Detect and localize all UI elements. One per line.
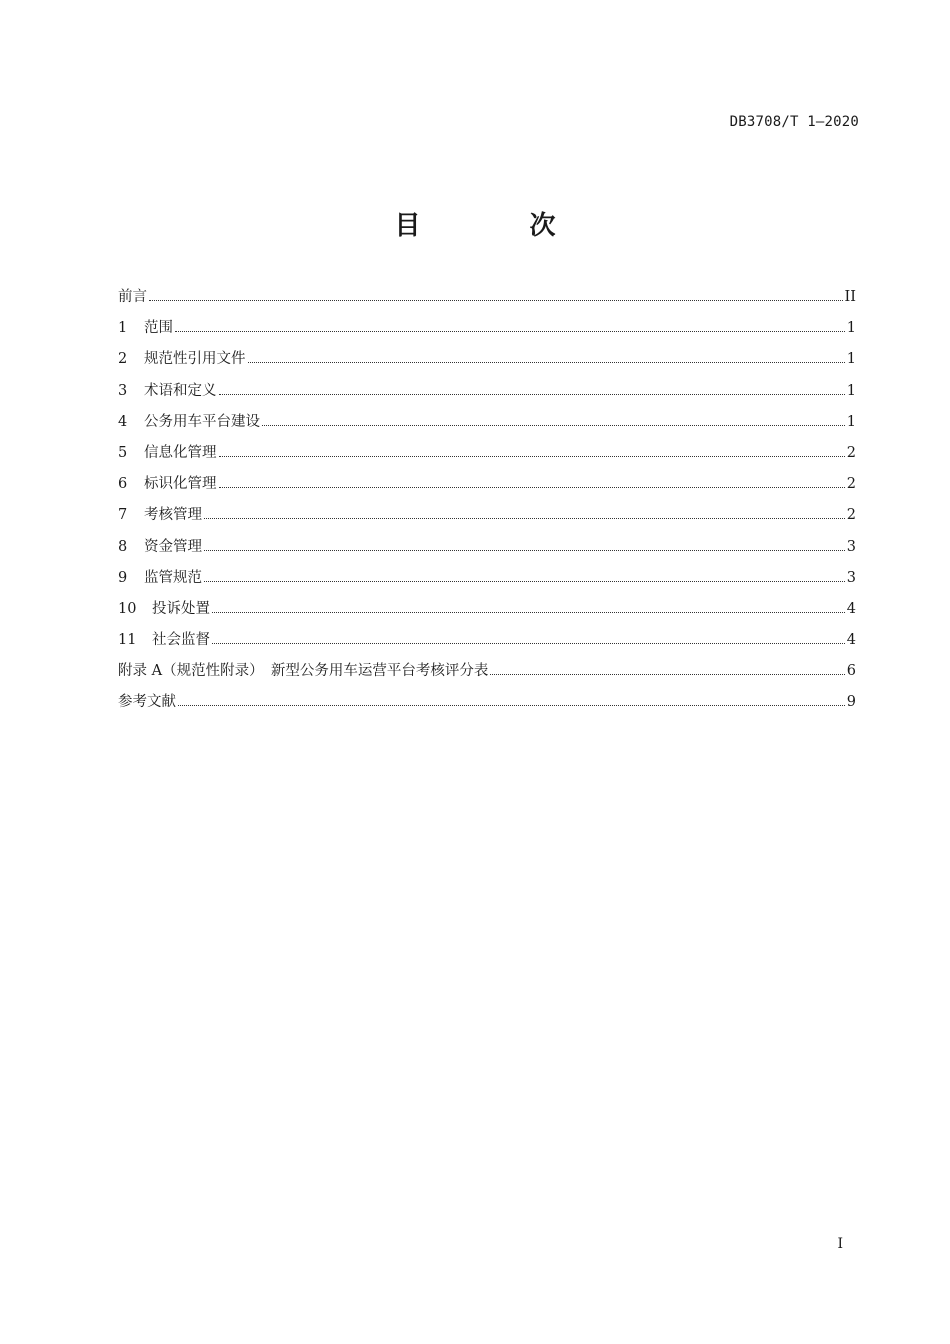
toc-entry-label: 资金管理: [144, 538, 202, 555]
toc-entry-label: 信息化管理: [144, 444, 217, 461]
toc-leader-dots: [219, 486, 845, 488]
toc-entry-number: 4: [118, 413, 128, 430]
toc-entry-number: 9: [118, 569, 128, 586]
table-of-contents: [118, 284, 856, 721]
toc-leader-dots: [219, 455, 845, 457]
toc-entry-label: 标识化管理: [144, 476, 217, 493]
toc-entry-page: 1: [846, 382, 856, 399]
toc-entry-social-supervision[interactable]: [118, 627, 856, 658]
toc-leader-dots: [204, 549, 845, 551]
toc-entry-number: 6: [118, 476, 128, 493]
toc-leader-dots: [149, 299, 843, 301]
toc-entry-label: 参考文献: [118, 694, 176, 711]
toc-entry-page: 1: [846, 351, 856, 368]
toc-entry-label: 考核管理: [144, 507, 202, 524]
toc-entry-number: 1: [118, 320, 128, 337]
toc-entry-foreword[interactable]: [118, 284, 856, 315]
toc-entry-fund-management[interactable]: [118, 534, 856, 565]
toc-entry-page: 2: [846, 444, 856, 461]
toc-entry-label: 社会监督: [152, 632, 210, 649]
toc-entry-scope[interactable]: [118, 315, 856, 346]
toc-entry-number: 11: [118, 632, 137, 649]
toc-entry-number: 3: [118, 382, 128, 399]
toc-leader-dots: [219, 393, 845, 395]
toc-entry-appendix-a[interactable]: [118, 658, 856, 689]
toc-entry-complaint-handling[interactable]: [118, 596, 856, 627]
toc-entry-number: 10: [118, 600, 137, 617]
toc-title: 目 次: [394, 211, 606, 241]
toc-entry-page: 3: [846, 538, 856, 555]
toc-entry-assessment-management[interactable]: [118, 502, 856, 533]
toc-entry-identification-management[interactable]: [118, 471, 856, 502]
toc-entry-page: 6: [846, 663, 856, 680]
toc-leader-dots: [262, 424, 845, 426]
toc-entry-page: 1: [846, 320, 856, 337]
toc-entry-number: 5: [118, 444, 128, 461]
toc-leader-dots: [178, 704, 845, 706]
toc-leader-dots: [212, 611, 845, 613]
toc-entry-page: 2: [846, 476, 856, 493]
toc-leader-dots: [204, 517, 845, 519]
toc-entry-page: II: [844, 289, 856, 305]
toc-entry-page: 1: [846, 413, 856, 430]
toc-entry-page: 9: [846, 694, 856, 711]
toc-entry-label: 投诉处置: [152, 600, 210, 617]
toc-entry-supervision-norms[interactable]: [118, 565, 856, 596]
page-number: I: [837, 1236, 843, 1252]
toc-entry-normative-references[interactable]: [118, 346, 856, 377]
toc-leader-dots: [248, 361, 845, 363]
document-code: DB3708/T 1—2020: [729, 114, 859, 130]
toc-entry-number: 2: [118, 351, 128, 368]
toc-entry-platform-construction[interactable]: [118, 409, 856, 440]
toc-entry-label: 附录 A（规范性附录） 新型公务用车运营平台考核评分表: [118, 663, 489, 680]
toc-leader-dots: [490, 673, 844, 675]
toc-leader-dots: [175, 330, 845, 332]
toc-leader-dots: [204, 580, 845, 582]
toc-entry-label: 公务用车平台建设: [144, 413, 260, 430]
toc-entry-number: 7: [118, 507, 128, 524]
toc-entry-terms-definitions[interactable]: [118, 378, 856, 409]
toc-entry-number: 8: [118, 538, 128, 555]
toc-entry-bibliography[interactable]: [118, 689, 856, 720]
toc-entry-label: 范围: [144, 320, 173, 337]
toc-entry-page: 3: [846, 569, 856, 586]
toc-entry-label: 前言: [118, 289, 147, 305]
toc-entry-label: 监管规范: [144, 569, 202, 586]
toc-entry-information-management[interactable]: [118, 440, 856, 471]
toc-leader-dots: [212, 642, 845, 644]
toc-entry-page: 4: [846, 600, 856, 617]
toc-entry-page: 4: [846, 632, 856, 649]
toc-entry-page: 2: [846, 507, 856, 524]
toc-entry-label: 术语和定义: [144, 382, 217, 399]
toc-entry-label: 规范性引用文件: [144, 351, 246, 368]
